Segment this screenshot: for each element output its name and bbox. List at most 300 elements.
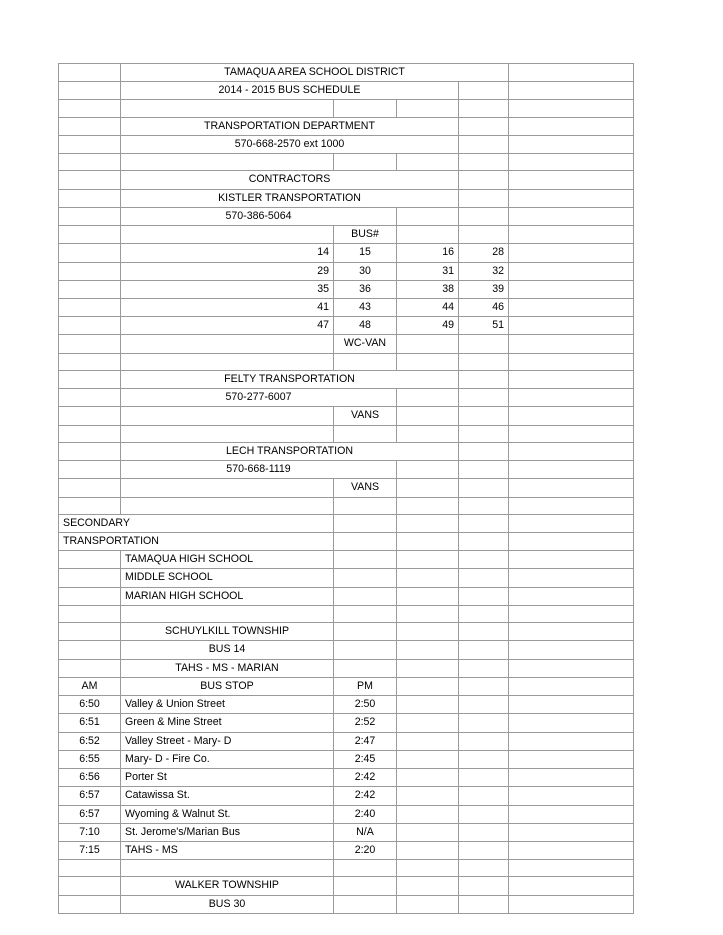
table-row-spacer (59, 497, 634, 514)
cell-empty (397, 514, 459, 532)
cell-empty (509, 860, 634, 877)
cell-empty (59, 442, 121, 460)
cell-empty (509, 226, 634, 244)
cell-empty (121, 154, 334, 171)
table-row (59, 442, 634, 460)
cell-empty (459, 154, 509, 171)
cell-empty (459, 479, 509, 497)
secondary-label-line2: TRANSPORTATION (59, 533, 334, 551)
stop-name: Valley & Union Street (121, 696, 334, 714)
cell-empty (509, 587, 634, 605)
bus-number: 43 (334, 299, 397, 317)
cell-empty (397, 623, 459, 641)
cell-empty (59, 280, 121, 298)
cell-empty (334, 551, 397, 569)
cell-empty (509, 171, 634, 189)
table-row-header (59, 677, 634, 695)
cell-empty (459, 732, 509, 750)
cell-empty (509, 732, 634, 750)
cell-empty (59, 207, 121, 225)
table-row-stop (59, 750, 634, 768)
stop-name: Wyoming & Walnut St. (121, 805, 334, 823)
cell-empty (334, 623, 397, 641)
cell-empty (459, 551, 509, 569)
cell-empty (459, 659, 509, 677)
cell-empty (334, 895, 397, 913)
cell-empty (459, 641, 509, 659)
cell-empty (509, 407, 634, 425)
route-township: WALKER TOWNSHIP (121, 877, 334, 895)
bus-number: 41 (121, 299, 334, 317)
cell-empty (397, 895, 459, 913)
cell-empty (459, 442, 509, 460)
cell-empty (397, 787, 459, 805)
bus-number: 39 (459, 280, 509, 298)
cell-empty (397, 461, 459, 479)
cell-empty (397, 207, 459, 225)
cell-empty (59, 262, 121, 280)
bus-number: 47 (121, 317, 334, 335)
cell-empty (509, 189, 634, 207)
table-row-spacer (59, 860, 634, 877)
cell-empty (59, 877, 121, 895)
cell-empty (334, 514, 397, 532)
cell-empty (509, 389, 634, 407)
cell-empty (397, 750, 459, 768)
cell-empty (59, 353, 121, 370)
stop-pm-time: 2:50 (334, 696, 397, 714)
cell-empty (397, 877, 459, 895)
cell-empty (59, 317, 121, 335)
fleet-footer-kistler: WC-VAN (334, 335, 397, 353)
table-row-bus-numbers (59, 299, 634, 317)
cell-empty (509, 135, 634, 153)
cell-empty (509, 696, 634, 714)
cell-empty (509, 117, 634, 135)
bus-number: 14 (121, 244, 334, 262)
bus-number: 30 (334, 262, 397, 280)
cell-empty (459, 533, 509, 551)
cell-empty (459, 497, 509, 514)
cell-empty (459, 569, 509, 587)
cell-empty (121, 407, 334, 425)
cell-empty (397, 732, 459, 750)
cell-empty (59, 154, 121, 171)
page-title: TAMAQUA AREA SCHOOL DISTRICT (121, 64, 509, 82)
cell-empty (334, 497, 397, 514)
cell-empty (334, 605, 397, 622)
table-row-stop (59, 696, 634, 714)
cell-empty (397, 100, 459, 117)
contractor-phone-kistler: 570-386-5064 (121, 207, 397, 225)
cell-empty (459, 207, 509, 225)
contractors-heading: CONTRACTORS (121, 171, 459, 189)
cell-empty (397, 407, 459, 425)
cell-empty (397, 497, 459, 514)
cell-empty (459, 514, 509, 532)
bus-number: 46 (459, 299, 509, 317)
cell-empty (459, 335, 509, 353)
cell-empty (459, 135, 509, 153)
table-row-stop (59, 769, 634, 787)
stop-pm-time: 2:47 (334, 732, 397, 750)
cell-empty (509, 100, 634, 117)
cell-empty (509, 533, 634, 551)
cell-empty (509, 370, 634, 388)
cell-empty (509, 461, 634, 479)
cell-empty (509, 623, 634, 641)
cell-empty (397, 677, 459, 695)
bus-number: 15 (334, 244, 397, 262)
table-row (59, 226, 634, 244)
stop-pm-time: 2:20 (334, 841, 397, 859)
table-row-spacer (59, 425, 634, 442)
stop-name: Mary- D - Fire Co. (121, 750, 334, 768)
cell-empty (59, 171, 121, 189)
cell-empty (509, 154, 634, 171)
cell-empty (59, 226, 121, 244)
cell-empty (59, 189, 121, 207)
cell-empty (334, 860, 397, 877)
stop-name: St. Jerome's/Marian Bus (121, 823, 334, 841)
cell-empty (59, 407, 121, 425)
table-row-bus-numbers (59, 262, 634, 280)
cell-empty (59, 623, 121, 641)
table-row (59, 64, 634, 82)
route-destinations: TAHS - MS - MARIAN (121, 659, 334, 677)
cell-empty (509, 299, 634, 317)
bus-number: 44 (397, 299, 459, 317)
table-row (59, 117, 634, 135)
cell-empty (59, 244, 121, 262)
cell-empty (459, 877, 509, 895)
cell-empty (459, 714, 509, 732)
cell-empty (509, 353, 634, 370)
stop-pm-time: N/A (334, 823, 397, 841)
cell-empty (334, 587, 397, 605)
contractor-name-lech: LECH TRANSPORTATION (121, 442, 459, 460)
stop-pm-time: 2:40 (334, 805, 397, 823)
cell-empty (121, 497, 334, 514)
cell-empty (59, 860, 121, 877)
cell-empty (121, 353, 334, 370)
cell-empty (397, 659, 459, 677)
cell-empty (459, 823, 509, 841)
cell-empty (397, 860, 459, 877)
cell-empty (509, 787, 634, 805)
cell-empty (397, 805, 459, 823)
bus-number: 29 (121, 262, 334, 280)
cell-empty (459, 696, 509, 714)
cell-empty (459, 425, 509, 442)
cell-empty (397, 353, 459, 370)
table-row-stop (59, 787, 634, 805)
cell-empty (509, 569, 634, 587)
table-row (59, 171, 634, 189)
secondary-label-line1: SECONDARY (59, 514, 334, 532)
cell-empty (459, 860, 509, 877)
cell-empty (509, 317, 634, 335)
cell-empty (59, 497, 121, 514)
cell-empty (509, 82, 634, 100)
table-row (59, 207, 634, 225)
table-row (59, 569, 634, 587)
cell-empty (509, 605, 634, 622)
table-row-bus-numbers (59, 244, 634, 262)
stop-pm-time: 2:45 (334, 750, 397, 768)
cell-empty (509, 280, 634, 298)
table-row-spacer (59, 100, 634, 117)
stop-am-time: 6:57 (59, 805, 121, 823)
cell-empty (509, 425, 634, 442)
cell-empty (59, 299, 121, 317)
cell-empty (59, 641, 121, 659)
cell-empty (397, 823, 459, 841)
cell-empty (397, 154, 459, 171)
cell-empty (334, 154, 397, 171)
fleet-footer-felty: VANS (334, 407, 397, 425)
contractor-name-felty: FELTY TRANSPORTATION (121, 370, 459, 388)
bus-number: 48 (334, 317, 397, 335)
cell-empty (59, 895, 121, 913)
stop-name: Valley Street - Mary- D (121, 732, 334, 750)
table-row (59, 335, 634, 353)
cell-empty (459, 805, 509, 823)
bus-number: 49 (397, 317, 459, 335)
stop-am-time: 6:55 (59, 750, 121, 768)
route-township: SCHUYLKILL TOWNSHIP (121, 623, 334, 641)
cell-empty (334, 641, 397, 659)
cell-empty (509, 335, 634, 353)
cell-empty (59, 479, 121, 497)
cell-empty (397, 226, 459, 244)
cell-empty (397, 841, 459, 859)
cell-empty (59, 370, 121, 388)
contractor-name-kistler: KISTLER TRANSPORTATION (121, 189, 459, 207)
cell-empty (509, 497, 634, 514)
cell-empty (397, 569, 459, 587)
table-row (59, 641, 634, 659)
department-name: TRANSPORTATION DEPARTMENT (121, 117, 459, 135)
cell-empty (397, 335, 459, 353)
table-row (59, 587, 634, 605)
table-row (59, 877, 634, 895)
cell-empty (509, 514, 634, 532)
bus-number: 36 (334, 280, 397, 298)
route-bus-number: BUS 30 (121, 895, 334, 913)
school-name: TAMAQUA HIGH SCHOOL (121, 551, 334, 569)
cell-empty (509, 823, 634, 841)
cell-empty (509, 442, 634, 460)
cell-empty (509, 714, 634, 732)
cell-empty (397, 479, 459, 497)
cell-empty (459, 787, 509, 805)
cell-empty (509, 805, 634, 823)
column-header-bus-stop: BUS STOP (121, 677, 334, 695)
cell-empty (459, 895, 509, 913)
cell-empty (59, 335, 121, 353)
cell-empty (59, 587, 121, 605)
cell-empty (459, 370, 509, 388)
school-name: MIDDLE SCHOOL (121, 569, 334, 587)
cell-empty (459, 189, 509, 207)
cell-empty (121, 100, 334, 117)
cell-empty (509, 750, 634, 768)
stop-am-time: 6:52 (59, 732, 121, 750)
cell-empty (397, 605, 459, 622)
table-row (59, 659, 634, 677)
cell-empty (509, 479, 634, 497)
table-row (59, 623, 634, 641)
cell-empty (121, 226, 334, 244)
table-row-spacer (59, 154, 634, 171)
cell-empty (397, 533, 459, 551)
table-row (59, 370, 634, 388)
stop-pm-time: 2:52 (334, 714, 397, 732)
cell-empty (509, 769, 634, 787)
cell-empty (459, 353, 509, 370)
table-row (59, 533, 634, 551)
fleet-footer-lech: VANS (334, 479, 397, 497)
table-row (59, 135, 634, 153)
table-row (59, 514, 634, 532)
cell-empty (459, 461, 509, 479)
cell-empty (121, 860, 334, 877)
cell-empty (59, 82, 121, 100)
table-row (59, 895, 634, 913)
cell-empty (459, 841, 509, 859)
cell-empty (459, 769, 509, 787)
cell-empty (397, 551, 459, 569)
cell-empty (59, 605, 121, 622)
column-header-pm: PM (334, 677, 397, 695)
cell-empty (59, 551, 121, 569)
contractor-phone-lech: 570-668-1119 (121, 461, 397, 479)
cell-empty (459, 226, 509, 244)
cell-empty (459, 623, 509, 641)
stop-pm-time: 2:42 (334, 769, 397, 787)
cell-empty (509, 64, 634, 82)
cell-empty (59, 64, 121, 82)
table-row-stop (59, 805, 634, 823)
stop-am-time: 7:15 (59, 841, 121, 859)
department-phone: 570-668-2570 ext 1000 (121, 135, 459, 153)
cell-empty (397, 641, 459, 659)
cell-empty (459, 750, 509, 768)
cell-empty (509, 677, 634, 695)
cell-empty (459, 605, 509, 622)
cell-empty (509, 641, 634, 659)
table-row-spacer (59, 353, 634, 370)
stop-am-time: 6:56 (59, 769, 121, 787)
page-subtitle: 2014 - 2015 BUS SCHEDULE (121, 82, 459, 100)
cell-empty (509, 207, 634, 225)
bus-number: 16 (397, 244, 459, 262)
cell-empty (459, 171, 509, 189)
cell-empty (121, 335, 334, 353)
table-row-bus-numbers (59, 280, 634, 298)
table-row-bus-numbers (59, 317, 634, 335)
table-row-stop (59, 823, 634, 841)
cell-empty (397, 769, 459, 787)
cell-empty (121, 605, 334, 622)
cell-empty (459, 82, 509, 100)
bus-number: 35 (121, 280, 334, 298)
spreadsheet-container (58, 63, 633, 914)
cell-empty (459, 389, 509, 407)
cell-empty (59, 389, 121, 407)
cell-empty (509, 841, 634, 859)
table-row (59, 551, 634, 569)
bus-schedule-table (58, 63, 634, 914)
bus-number: 31 (397, 262, 459, 280)
table-row-stop (59, 841, 634, 859)
fleet-header-kistler: BUS# (334, 226, 397, 244)
cell-empty (397, 587, 459, 605)
cell-empty (509, 262, 634, 280)
cell-empty (334, 100, 397, 117)
table-row (59, 389, 634, 407)
stop-name: Green & Mine Street (121, 714, 334, 732)
cell-empty (509, 877, 634, 895)
cell-empty (59, 461, 121, 479)
bus-number: 51 (459, 317, 509, 335)
cell-empty (397, 425, 459, 442)
cell-empty (121, 425, 334, 442)
cell-empty (334, 659, 397, 677)
contractor-phone-felty: 570-277-6007 (121, 389, 397, 407)
cell-empty (59, 100, 121, 117)
cell-empty (459, 407, 509, 425)
cell-empty (59, 569, 121, 587)
stop-name: Porter St (121, 769, 334, 787)
cell-empty (59, 135, 121, 153)
cell-empty (509, 551, 634, 569)
cell-empty (509, 895, 634, 913)
cell-empty (334, 353, 397, 370)
stop-am-time: 6:57 (59, 787, 121, 805)
bus-number: 28 (459, 244, 509, 262)
cell-empty (334, 569, 397, 587)
cell-empty (509, 659, 634, 677)
stop-name: Catawissa St. (121, 787, 334, 805)
cell-empty (397, 714, 459, 732)
stop-am-time: 6:50 (59, 696, 121, 714)
cell-empty (59, 659, 121, 677)
table-row (59, 479, 634, 497)
cell-empty (334, 425, 397, 442)
cell-empty (334, 533, 397, 551)
stop-pm-time: 2:42 (334, 787, 397, 805)
stop-am-time: 7:10 (59, 823, 121, 841)
table-row (59, 407, 634, 425)
cell-empty (59, 117, 121, 135)
table-row-stop (59, 732, 634, 750)
cell-empty (459, 117, 509, 135)
cell-empty (459, 100, 509, 117)
stop-am-time: 6:51 (59, 714, 121, 732)
bus-number: 32 (459, 262, 509, 280)
cell-empty (59, 425, 121, 442)
cell-empty (397, 696, 459, 714)
cell-empty (397, 389, 459, 407)
table-row-stop (59, 714, 634, 732)
table-row-spacer (59, 605, 634, 622)
school-name: MARIAN HIGH SCHOOL (121, 587, 334, 605)
table-row (59, 82, 634, 100)
bus-number: 38 (397, 280, 459, 298)
stop-name: TAHS - MS (121, 841, 334, 859)
